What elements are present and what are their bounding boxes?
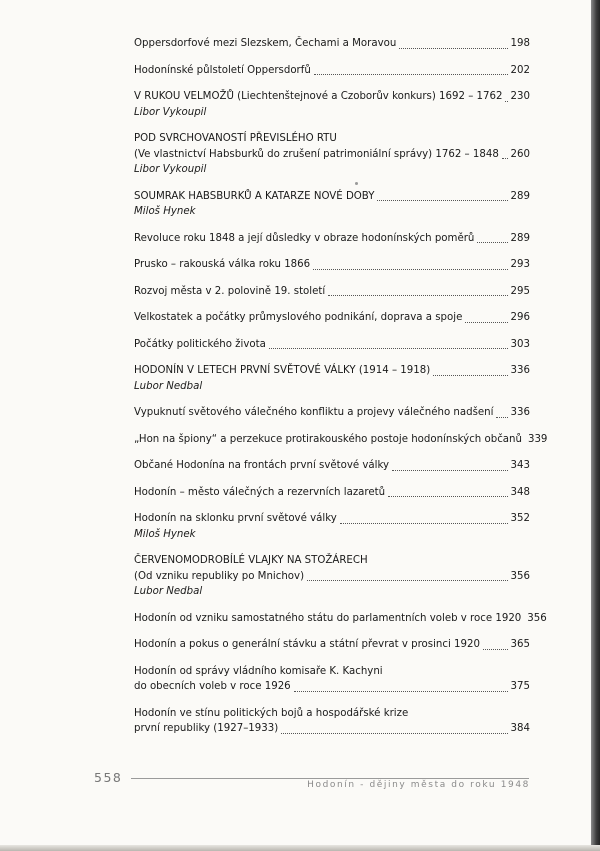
toc-entry bbox=[134, 189, 530, 220]
toc-entry bbox=[134, 553, 530, 600]
toc-entry-line bbox=[134, 131, 530, 147]
dot-leader bbox=[433, 374, 507, 376]
toc-entry-title: Hodonínské půlstoletí Oppersdorfů bbox=[134, 64, 311, 76]
toc-entry-line bbox=[134, 706, 530, 722]
toc-entry-title: Hodonín od správy vládního komisaře K. Kachyni bbox=[134, 665, 383, 677]
dot-leader bbox=[377, 199, 507, 201]
toc-entry-line bbox=[134, 485, 530, 501]
toc-entry-line bbox=[134, 679, 530, 695]
toc-entry bbox=[134, 485, 530, 501]
toc-entry-title: POD SVRCHOVANOSTÍ PŘEVISLÉHO RTU bbox=[134, 133, 337, 144]
toc-entry bbox=[134, 706, 530, 737]
toc-page-number: 289 bbox=[510, 190, 530, 202]
toc-entry-title: první republiky (1927–1933) bbox=[134, 723, 279, 734]
toc-entry bbox=[134, 310, 530, 326]
toc-entry bbox=[134, 363, 530, 394]
toc-entry-line bbox=[134, 89, 530, 105]
toc-entry-title: Počátky politického života bbox=[134, 338, 266, 350]
toc-entry-author: Lubor Nedbal bbox=[134, 586, 203, 597]
toc-entry-title: Velkostatek a počátky průmyslového podnikání, doprava a spoje bbox=[134, 312, 463, 323]
toc-entry-author: Miloš Hynek bbox=[134, 206, 196, 217]
dot-leader bbox=[388, 495, 507, 497]
toc-entry-line bbox=[134, 284, 530, 300]
toc-entry-title: Vypuknutí světového válečného konfliktu a projevy válečného nadšení bbox=[134, 407, 494, 418]
toc-entry-title: HODONÍN V LETECH PRVNÍ SVĚTOVÉ VÁLKY (1914 – 1918) bbox=[134, 365, 431, 376]
toc-entry bbox=[134, 63, 530, 79]
toc-entry-author: Libor Vykoupil bbox=[134, 164, 207, 175]
dot-leader bbox=[392, 469, 507, 471]
toc-entry-line bbox=[134, 257, 530, 273]
toc-entry-title: Hodonín na sklonku první světové války bbox=[134, 513, 337, 524]
toc-entry bbox=[134, 257, 530, 273]
toc-entry-author: Lubor Nedbal bbox=[134, 380, 203, 392]
toc-entry-title: (Od vzniku republiky po Mnichov) bbox=[134, 570, 305, 582]
toc-page-number: 289 bbox=[510, 232, 530, 244]
toc-entry-title: Hodonín – město válečných a rezervních lazaretů bbox=[134, 486, 386, 498]
toc-entry-title: Rozvoj města v 2. polovině 19. století bbox=[134, 285, 326, 297]
toc-page-number: 356 bbox=[510, 570, 530, 582]
dot-leader bbox=[465, 321, 507, 323]
toc-page-number: 375 bbox=[510, 681, 530, 692]
dot-leader bbox=[399, 47, 507, 49]
toc-page-number: 260 bbox=[510, 148, 530, 160]
toc-entry-line bbox=[134, 63, 530, 79]
toc-entry bbox=[134, 405, 530, 421]
dot-leader bbox=[328, 294, 507, 296]
toc-entry-line bbox=[134, 664, 530, 680]
toc-entry-title: Hodonín a pokus o generální stávku a státní převrat v prosinci 1920 bbox=[134, 639, 480, 650]
toc-entry-title: Oppersdorfové mezi Slezskem, Čechami a Moravou bbox=[134, 38, 397, 49]
toc-entry bbox=[134, 284, 530, 300]
toc-entry bbox=[134, 36, 530, 52]
running-footer-title: Hodonín - dějiny města do roku 1948 bbox=[307, 780, 530, 790]
toc-entry-line bbox=[134, 337, 530, 353]
scan-page-edge bbox=[591, 0, 600, 851]
toc-page-number: 336 bbox=[510, 407, 530, 418]
toc-entry bbox=[134, 611, 547, 627]
toc-page-number: 336 bbox=[510, 365, 530, 376]
dot-leader bbox=[505, 100, 507, 102]
dot-leader bbox=[313, 268, 507, 270]
toc-page-number: 303 bbox=[510, 338, 530, 350]
toc-entry-title: V RUKOU VELMOŽŮ (Liechtenštejnové a Czoborův konkurs) 1692 – 1762 bbox=[134, 91, 503, 102]
toc-entry-title: Revoluce roku 1848 a její důsledky v obraze hodonínských poměrů bbox=[134, 232, 475, 244]
toc-page-number: 365 bbox=[510, 639, 530, 650]
toc-page-number: 352 bbox=[510, 513, 530, 524]
toc-entry-line bbox=[134, 569, 530, 585]
dot-leader bbox=[502, 157, 508, 159]
dot-leader bbox=[269, 347, 508, 349]
toc-entry-line bbox=[134, 405, 530, 421]
dot-leader bbox=[294, 690, 508, 692]
toc-entry-author: Miloš Hynek bbox=[134, 528, 196, 540]
page-number: 558 bbox=[94, 770, 123, 785]
toc-page-number: 293 bbox=[510, 259, 530, 270]
toc-page-number: 343 bbox=[510, 460, 530, 471]
toc-entry bbox=[134, 131, 530, 178]
toc-entry-title: ČERVENOMODROBÍLÉ VLAJKY NA STOŽÁRECH bbox=[134, 555, 368, 566]
toc-entry-line bbox=[134, 637, 530, 653]
toc-entry bbox=[134, 637, 530, 653]
toc-entry-line bbox=[134, 231, 530, 247]
dot-leader bbox=[314, 73, 508, 75]
toc-entry-title: Hodonín od vzniku samostatného státu do parlamentních voleb v roce 1920 bbox=[134, 612, 522, 624]
dot-leader bbox=[340, 522, 508, 524]
toc-entry-title: Hodonín ve stínu politických bojů a hospodářské krize bbox=[134, 707, 409, 719]
toc-entry-title: Prusko – rakouská válka roku 1866 bbox=[134, 259, 311, 270]
toc-page-number: 348 bbox=[510, 486, 530, 498]
dot-leader bbox=[496, 416, 507, 418]
toc-entry-title: (Ve vlastnictví Habsburků do zrušení patrimoniální správy) 1762 – 1848 bbox=[134, 148, 499, 160]
toc-entry-title: SOUMRAK HABSBURKŮ A KATARZE NOVÉ DOBY bbox=[134, 190, 375, 202]
toc-page-number: 356 bbox=[527, 612, 547, 624]
toc-entry-line bbox=[134, 611, 547, 627]
dot-leader bbox=[281, 732, 507, 734]
toc-page-number: 295 bbox=[510, 285, 530, 297]
toc-entry-title: „Hon na špiony“ a perzekuce protirakouského postoje hodonínských občanů bbox=[134, 433, 522, 445]
toc-entry bbox=[134, 231, 530, 247]
toc-entry-line bbox=[134, 432, 548, 448]
dot-leader bbox=[477, 241, 507, 243]
toc-entry bbox=[134, 337, 530, 353]
toc-page-number: 339 bbox=[527, 433, 548, 445]
toc-entry-line bbox=[134, 458, 530, 474]
toc-entry-line bbox=[134, 363, 530, 379]
toc-entry bbox=[134, 511, 530, 542]
toc-entry bbox=[134, 89, 530, 120]
toc-page-number: 198 bbox=[510, 38, 530, 49]
toc-page-number: 384 bbox=[510, 723, 530, 734]
toc-entry-line bbox=[134, 721, 530, 737]
toc-page-number: 296 bbox=[510, 312, 530, 323]
toc-page-number: 202 bbox=[510, 64, 530, 76]
toc-entry bbox=[134, 664, 530, 695]
toc-entry-line bbox=[134, 553, 530, 569]
toc-entry-line bbox=[134, 147, 530, 163]
table-of-contents bbox=[134, 36, 548, 748]
toc-entry-line bbox=[134, 310, 530, 326]
toc-entry-author: Libor Vykoupil bbox=[134, 106, 207, 118]
toc-entry bbox=[134, 432, 548, 448]
toc-entry-line bbox=[134, 511, 530, 527]
footer-rule bbox=[131, 778, 529, 779]
dot-leader bbox=[483, 648, 508, 650]
toc-entry-line bbox=[134, 36, 530, 52]
scan-bottom-edge bbox=[0, 845, 600, 851]
toc-entry-title: do obecních voleb v roce 1926 bbox=[134, 681, 291, 692]
toc-entry-title: Občané Hodonína na frontách první světové války bbox=[134, 460, 390, 471]
toc-entry bbox=[134, 458, 530, 474]
toc-page-number: 230 bbox=[510, 91, 530, 102]
dot-leader bbox=[307, 579, 508, 581]
toc-entry-line bbox=[134, 189, 530, 205]
